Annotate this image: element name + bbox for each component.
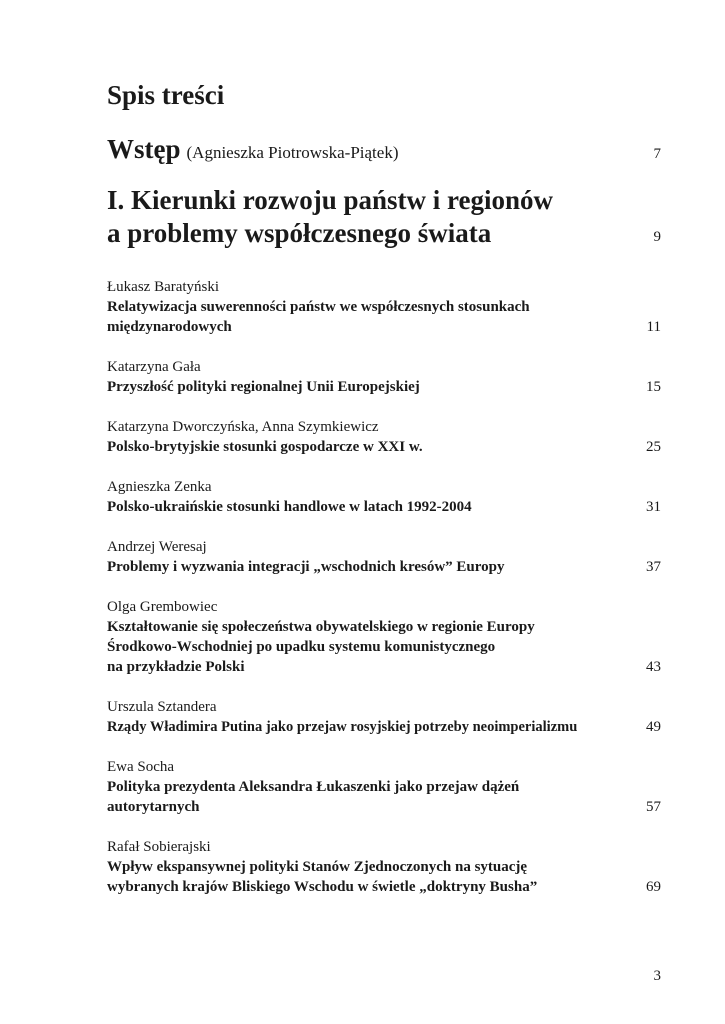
- entry-title: Kształtowanie się społeczeństwa obywatelskiego w regionie Europy Środkowo-Wschodniej po upadku systemu komunistycznego na przykładzie Polski: [107, 619, 535, 675]
- entry-title: Rządy Władimira Putina jako przejaw rosyjskiej potrzeby neoimperializmu: [107, 719, 578, 735]
- entry-page-number: 57: [646, 799, 661, 815]
- toc-entry: [107, 537, 661, 577]
- toc-intro: [107, 134, 661, 165]
- entry-author: Katarzyna Gała: [107, 359, 201, 375]
- toc-entry: [107, 697, 661, 737]
- page-number: 3: [653, 968, 661, 984]
- entry-page-number: 31: [646, 499, 661, 515]
- entry-author: Ewa Socha: [107, 759, 175, 775]
- entry-title: Polsko-ukraińskie stosunki handlowe w latach 1992-2004: [107, 499, 472, 515]
- entry-title: Problemy i wyzwania integracji „wschodnich kresów” Europy: [107, 559, 505, 575]
- entry-page-number: 69: [646, 879, 661, 895]
- entry-author: Katarzyna Dworczyńska, Anna Szymkiewicz: [107, 419, 379, 435]
- toc-entry: [107, 757, 661, 817]
- toc-entry: [107, 837, 661, 897]
- entry-author: Andrzej Weresaj: [107, 539, 207, 555]
- toc-entry: [107, 277, 661, 337]
- part-title: I. Kierunki rozwoju państw i regionów a problemy współczesnego świata: [107, 185, 554, 248]
- entry-page-number: 43: [646, 659, 661, 675]
- entry-author: Olga Grembowiec: [107, 599, 218, 615]
- entry-page-number: 37: [646, 559, 661, 575]
- entry-title: Polsko-brytyjskie stosunki gospodarcze w XXI w.: [107, 439, 423, 455]
- entry-author: Rafał Sobierajski: [107, 839, 211, 855]
- entry-title: Przyszłość polityki regionalnej Unii Europejskiej: [107, 379, 420, 395]
- toc-entry: [107, 477, 661, 517]
- page-title: Spis treści: [107, 80, 225, 110]
- entry-title: Wpływ ekspansywnej polityki Stanów Zjednoczonych na sytuację wybranych krajów Bliskiego Wschodu w świetle „doktryny Busha”: [107, 859, 538, 895]
- toc-entry: [107, 417, 661, 457]
- toc-entry: [107, 357, 661, 397]
- entry-author: Urszula Sztandera: [107, 699, 217, 715]
- entry-author: Agnieszka Zenka: [107, 479, 212, 495]
- entry-page-number: 11: [646, 319, 661, 335]
- intro-text: [107, 134, 398, 165]
- entry-title: Polityka prezydenta Aleksandra Łukaszenki jako przejaw dążeń autorytarnych: [107, 779, 520, 815]
- toc-entries: [107, 277, 661, 917]
- intro-author: (Agnieszka Piotrowska-Piątek): [186, 143, 399, 162]
- entry-title: Relatywizacja suwerenności państw we współczesnych stosunkach międzynarodowych: [107, 299, 530, 335]
- intro-heading: Wstęp: [107, 134, 181, 164]
- entry-page-number: 49: [646, 719, 661, 735]
- entry-page-number: 15: [646, 379, 661, 395]
- entry-page-number: 25: [646, 439, 661, 455]
- toc-entry: [107, 597, 661, 677]
- entry-author: Łukasz Baratyński: [107, 279, 220, 295]
- toc-part: [107, 184, 661, 250]
- part-page-number: 9: [653, 229, 661, 245]
- intro-page-number: 7: [653, 146, 661, 162]
